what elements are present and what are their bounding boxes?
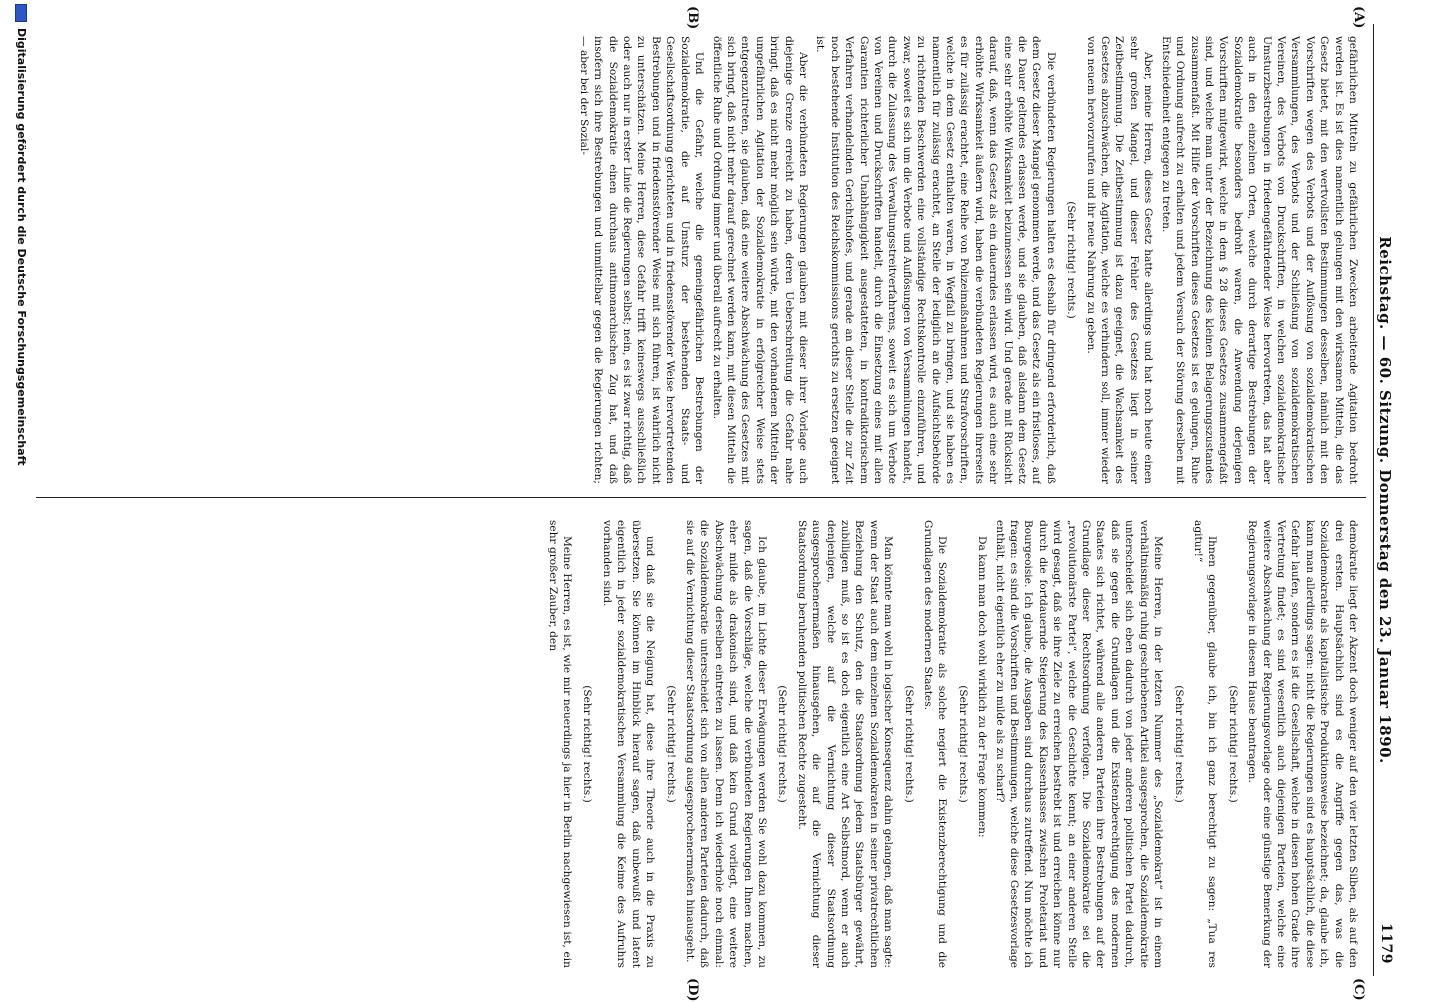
paragraph: demokratie liegt der Akzent doch weniger auf den vier letzten Silben, als auf den drei ersten. Hauptsächlich sind es die Angriffe gegen das, was die Sozialdemokratie als kapitalistische Produktionsweise bezeichnet; da, glaube ich, kann man allerdings sagen: nicht die Regierungen sind es hauptsächlich, die diese Gefahr laufen, sondern es ist die Gesellschaft, welche in diesen hohen Grade ihre Vertretung findet; es sind wesentlich auch diejenigen Parteien, welche eine weitere Abschwächung der Regierungsvorlage oder eine günstige Bemerkung der Regierungsvorlage in diesem Hause beantragen. (1246, 520, 1359, 968)
page-header (1368, 0, 1394, 1000)
paragraph: Ihnen gegenüber, glaube ich, bin ich ganz berechtigt zu sagen: „Tua res agitur!“ (1191, 520, 1219, 968)
interjection: (Sehr richtig! rechts.) (581, 685, 594, 803)
header-rule (1373, 24, 1374, 976)
paragraph: Ich glaube, im Lichte dieser Erwägungen werden Sie wohl dazu kommen, zu sagen, daß die Vorschläge, welche die verbündeten Regierungen Ihnen machen, eher milde als drakonisch sind, und daß kein Grund vorliegt, eine weitere Abschwächung derselben eintreten zu lassen. Denn ich wiederhole noch einmal: die Sozialdemokratie unterscheidet sich von allen anderen Parteien dadurch, daß sie auf die Vernichtung dieser Staatsordnung ausgesprochenermaßen hinausgeht. (683, 520, 768, 968)
page-number: 1179 (1378, 923, 1394, 964)
paragraph: Da kann man doch wohl wirklich zu der Frage kommen: (976, 536, 989, 838)
column-divider (36, 497, 1366, 498)
margin-marker-c: (C) (1351, 978, 1366, 1001)
paragraph: Die verbündeten Regierungen halten es deshalb für dringend erforderlich, daß dem Gesetz dieser Mangel genommen werde, und das Gesetz als ein fristloses, auf die Dauer geltendes erlassen werde, und sie glauben, daß alsdann dem Gesetz eine sehr erhöhte Wirksamkeit beizumessen sein wird. Und gerade mit Rücksicht darauf, daß, wenn das Gesetz als ein dauerndes erlassen wird, es auch eine sehr erhöhte Wirksamkeit äußern wird, haben die verbündeten Regierungen ihrerseits es für zulässig erachtet, eine Reihe von Polizeimaßnahmen und Strafvorschriften, welche in dem Gesetz enthalten waren, in Wegfall zu bringen, und sie haben es namentlich für zulässig erachtet, an Stelle der lediglich an die Aufsichtsbehörde zu richtenden Beschwerden eine vollständige Rechtskontrolle einzuführen, und zwar, soweit es sich um die Verbote und Auflösungen von Versammlungen handelt, durch die Zulassung des Verwaltungsstreitverfahrens, soweit es sich um Verbote von Vereinen und Druckschriften handelt, durch die Einsetzung eines mit allen Garantien richterlicher Unabhängigkeit ausgestatteten, in kontradiktorischem Verfahren verhandelnden Gerichtshofes, und gerade an dieser Stelle die zur Zeit noch bestehende Institution des Reichskommissions gerichts zu ersetzen geeignet ist. (814, 36, 1057, 484)
margin-marker-b: (B) (685, 6, 700, 30)
margin-marker-d: (D) (685, 978, 700, 1002)
paragraph: Aber die verbündeten Regierungen glauben mit dieser ihrer Vorlage auch diejenige Grenze erreicht zu haben, deren Ueberschreitung die Gefahr nahe bringt, daß es nicht mehr möglich sein würde, mit den vorhandenen Mitteln der umgefährlichen Agitation der Sozialdemokratie in erfolgreicher Weise stets entgegenzutreten, sie glauben, daß eine weitere Abschwächung des Gesetzes mit sich bringt, daß nicht mehr darauf gerechnet werden kann, mit diesen Mitteln die öffentliche Ruhe und Ordnung immer und überall aufrecht zu erhalten. (710, 36, 809, 484)
paragraph: Und die Gefahr, welche die gemeingefährlichen Bestrebungen der Sozialdemokratie, die auf Umsturz der bestehenden Staats- und Gesellschaftsordnung gerichteten und in friedensstörender Weise hervortretenden Bestrebungen und in friedensstörender Weise mit sich führen, ist wahrlich nicht zu unterschätzen. Meine Herren, diese Gefahr trifft keineswegs ausschließlich oder auch nur in erster Linie die Regierungen selbst; nein, es ist zwar richtig, daß die Sozialdemokratie einen durchaus antimonarchischen Zug hat, und daß insofern sich ihre Bestrebungen und unmittelbar gegen die Regierungen richten; — aber bei der Sozial- (577, 36, 706, 484)
paragraph: Meine Herren, es ist, wie mir neuerdings ja hier in Berlin nachgewiesen ist, ein sehr großer Zauber, den (546, 520, 574, 968)
left-text-column (50, 36, 1360, 484)
interjection: (Sehr richtig! rechts.) (776, 685, 789, 803)
paragraph: Man könnte man wohl in logischer Konsequenz dahin gelangen, daß man sagte: wenn der Staat auch dem einzelnen Sozialdemokraten in seiner privatrechtlichen Beziehung den Schutz, den die Staatsordnung jedem Staatsbürger gewährt, zubilligen muß, so ist es doch eigentlich eine Art Selbstmord, wenn er auch denjenigen, welche auf die Vernichtung dieser Staatsordnung ausgesprochenermaßen hinausgehen, die auf die Vernichtung dieser Staatsordnung beruhenden politischen Rechte zugesteht. (795, 520, 895, 968)
interjection: (Sehr richtig! rechts.) (1065, 201, 1078, 319)
interjection: (Sehr richtig! rechts.) (956, 685, 969, 803)
paragraph: und daß sie die Neigung hat, diese ihre Theorie auch in die Praxis zu übersetzen. Sie können im Hinblick hierauf sagen, daß unbewußt und latent eigentlich in jeder sozialdemokratischen Versammlung die Keime des Aufruhrs vorhanden sind. (600, 520, 657, 968)
credit-text: Digitalisierung gefördert durch die Deutsche Forschungsgemeinschaft (15, 28, 28, 466)
interjection: (Sehr richtig! rechts.) (1226, 685, 1239, 803)
paragraph: gefährlichen Mitteln zu gefährlichen Zwecken arbeitende Agitation bedroht werden ist. Es ist dies namentlich gelungen mit den wirksamen Mitteln, die das Gesetz bietet, mit den wertvollsten Bestimmungen desselben, nämlich mit den Vorschriften wegen des Verbots und der Auflösung von sozialdemokratischen Versammlungen, des Verbots und der Schließung von sozialdemokratischen Vereinen, des Verbots von Druckschriften, in welchen sozialdemokratische Umsturzbestrebungen in friedengefährdender Weise hervortreten, das hat aber auch in den einzelnen Orten, welche durch derartige Bestrebungen der Sozialdemokratie besonders bedroht waren, die Anwendung derjenigen Vorschriften mitgewirkt, welche in dem § 28 dieses Gesetzes zusammengefaßt sind, und welche man unter der Bezeichnung des kleinen Belagerungszustandes zusammenfaßt. Mit Hilfe der Vorschriften dieses Gesetzes ist es gelungen, Ruhe und Ordnung aufrecht zu erhalten und jedem Versuch der Störung derselben mit Entschiedenheit entgegen zu treten. (1159, 36, 1359, 484)
paragraph: Aber, meine Herren, dieses Gesetz hatte allerdings und hat noch heute einen sehr großen Mangel, und dieser Fehler des Gesetzes liegt in seiner Zeitbestimmung. Die Zeitbestimmung ist dazu geeignet, die Wachsamkeit des Gesetzes abzuschwächen, die Agitation, welche es verhindern soll, immer wieder von neuem hervorzurufen und ihr neue Nahrung zu geben. (1084, 36, 1155, 484)
interjection: (Sehr richtig! rechts.) (1172, 685, 1185, 803)
paragraph: Meine Herren, in der letzten Nummer des „Sozialdemokrat“ ist in einem verhältnismäßig ruhig geschriebenen Artikel ausgesprochen, die Sozialdemokratie unterscheidet sich eben dadurch von jeder anderen politischen Partei dadurch, daß sie gegen die Grundlagen und die Existenzberechtigung des modernen Staates sich richtet, während alle anderen Parteien ihre Bestrebungen auf der Grundlage dieser Rechtsordnung verfolgen. Die Sozialdemokratie sei die „revolutionärste Partei“, welche die Geschichte kennt; an einer anderen Stelle wird gesagt, daß sie ihre Ziele zu erreichen bestrebt ist und erreichen könne nur durch die fortdauernde Steigerung des Klassenhasses zwischen Proletariat und Bourgeoisie. Ich glaube, die Ausgaben sind durchaus zutreffend. Nun möchte ich fragen: es sind die Vorschriften und Bestimmungen, welche diese Gesetzesvorlage enthält, nicht eigentlich eher zu milde als zu scharf? (993, 520, 1165, 968)
margin-marker-a: (A) (1351, 6, 1366, 29)
interjection: (Sehr richtig! rechts.) (902, 685, 915, 803)
interjection: (Sehr richtig! rechts.) (664, 685, 677, 803)
right-text-column (50, 520, 1360, 968)
paragraph: Die Sozialdemokratie als solche negiert die Existenzberechtigung und die Grundlagen des modernen Staates. (922, 520, 949, 968)
digitization-credit (15, 4, 28, 466)
dfg-logo-icon (15, 4, 27, 22)
running-title: Reichstag. — 60. Sitzung. Donnerstag den 23. Januar 1890. (1376, 236, 1394, 764)
